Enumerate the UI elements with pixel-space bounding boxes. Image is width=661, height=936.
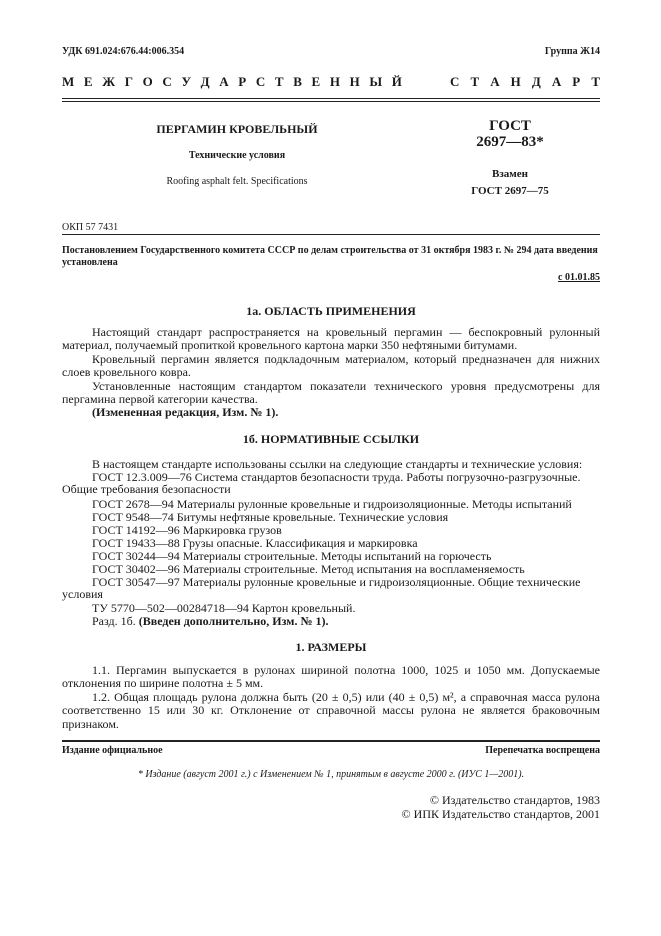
replaces-number: ГОСТ 2697—75 [471, 185, 549, 197]
gost-number: 2697—83* [476, 134, 544, 150]
section-1a-p3: Установленные настоящим стандартом показатели технического уровня предусмотрены для пергамина первой категории качества. [62, 379, 600, 407]
section-1b-note [62, 615, 600, 627]
section-1-p2: 1.2. Общая площадь рулона должна быть (20 ± 0,5) или (40 ± 0,5) м², а справочная масса рулона соответственно 15 или 30 кг. Отклонение от справочной массы рулона не является браковочным признаком. [62, 690, 600, 731]
banner-letter: Ы [369, 74, 383, 89]
okp-rule [62, 234, 600, 235]
banner-letter: Г [124, 74, 134, 89]
section-1-heading: 1. РАЗМЕРЫ [295, 640, 367, 654]
footer-rule [62, 740, 600, 742]
banner-letter: Е [83, 74, 93, 89]
banner-letter: А [219, 74, 229, 89]
group-code: Группа Ж14 [544, 46, 600, 57]
document-subtitle: Технические условия [188, 150, 286, 161]
section-1b-note-prefix: Разд. 1б. [92, 614, 139, 628]
section-1b-heading: 1б. НОРМАТИВНЫЕ ССЫЛКИ [242, 432, 420, 446]
section-1a-p2: Кровельный пергамин является подкладочным материалом, который предназначен для нижних слоев кровельного ковра. [62, 352, 600, 380]
banner-letter: Д [531, 74, 541, 89]
banner-letter: А [551, 74, 562, 89]
banner-word-standard [450, 74, 600, 90]
section-1b-intro: В настоящем стандарте использованы ссылки на следующие стандарты и технические условия: [92, 457, 583, 471]
banner-letter: Т [591, 74, 600, 89]
section-1a-note: (Измененная редакция, Изм. № 1). [92, 405, 279, 419]
section-1a-heading: 1а. ОБЛАСТЬ ПРИМЕНЕНИЯ [246, 304, 416, 318]
reference-item: ГОСТ 9548—74 Битумы нефтяные кровельные. Технические условия [92, 510, 449, 524]
no-reprint: Перепечатка воспрещена [485, 745, 600, 756]
reference-item: ГОСТ 30547—97 Материалы рулонные кровельные и гидроизоляционные. Общие технические условия [62, 575, 581, 602]
copyright-2001: © ИПК Издательство стандартов, 2001 [401, 807, 600, 821]
banner-letter: В [293, 74, 302, 89]
reference-item: ГОСТ 30402—96 Материалы строительные. Метод испытания на воспламеняемость [92, 562, 525, 576]
english-title: Roofing asphalt felt. Specifications [166, 176, 308, 187]
banner-letter: О [142, 74, 153, 89]
banner-letter: С [162, 74, 172, 89]
reference-item: ГОСТ 2678—94 Материалы рулонные кровельные и гидроизоляционные. Методы испытаний [92, 497, 572, 511]
document-title: ПЕРГАМИН КРОВЕЛЬНЫЙ [156, 122, 318, 136]
edition-note: * Издание (август 2001 г.) с Изменением № 1, принятым в августе 2000 г. (ИУС 1—2001). [137, 769, 525, 780]
banner-letter: Т [470, 74, 480, 89]
section-1-p1: 1.1. Пергамин выпускается в рулонах шириной полотна 1000, 1025 и 1050 мм. Допускаемые отклонения по ширине полотна ± 5 мм. [62, 663, 600, 691]
decree-text: Постановлением Государственного комитета СССР по делам строительства от 31 октября 1983 г. № 294 дата введения установлена [62, 245, 598, 268]
banner-letter: Р [238, 74, 247, 89]
banner-word-interstate [62, 74, 402, 90]
banner-letter: Й [391, 74, 402, 89]
banner-letter: С [255, 74, 266, 89]
banner-letter: М [62, 74, 75, 89]
official-edition: Издание официальное [62, 745, 163, 756]
banner-letter: Р [572, 74, 581, 89]
reference-item: ГОСТ 12.3.009—76 Система стандартов безопасности труда. Работы погрузочно-разгрузочные. Общие требования безопасности [62, 470, 581, 497]
banner-letter: Н [510, 74, 521, 89]
banner-letter: Ж [102, 74, 116, 89]
banner-letter: Д [200, 74, 210, 89]
banner-letter: Т [274, 74, 284, 89]
effective-date: с 01.01.85 [558, 272, 600, 283]
reference-item: ГОСТ 30244—94 Материалы строительные. Методы испытаний на горючесть [92, 549, 492, 563]
banner-letter: У [181, 74, 191, 89]
banner-letter: Н [329, 74, 340, 89]
reference-item: ТУ 5770—502—00284718—94 Картон кровельный. [92, 601, 356, 615]
reference-item: ГОСТ 14192—96 Маркировка грузов [92, 523, 282, 537]
banner-letter: Е [311, 74, 321, 89]
banner-letter: С [450, 74, 460, 89]
standard-banner [62, 74, 600, 90]
reference-item: ГОСТ 19433—88 Грузы опасные. Классификация и маркировка [92, 536, 418, 550]
header-rule [62, 98, 600, 102]
section-1b-note-bold: (Введен дополнительно, Изм. № 1). [138, 614, 329, 628]
okp-code: ОКП 57 7431 [62, 222, 119, 233]
gost-label: ГОСТ [489, 118, 531, 134]
replaces-label: Взамен [492, 168, 528, 180]
banner-letter: Н [349, 74, 360, 89]
copyright-1983: © Издательство стандартов, 1983 [429, 793, 600, 807]
udc-code: УДК 691.024:676.44:006.354 [62, 46, 185, 57]
banner-letter: А [490, 74, 500, 89]
section-1a-p1: Настоящий стандарт распространяется на кровельный пергамин — беспокровный рулонный материал, получаемый пропиткой кровельного картона марки 350 нефтяными битумами. [62, 325, 600, 353]
